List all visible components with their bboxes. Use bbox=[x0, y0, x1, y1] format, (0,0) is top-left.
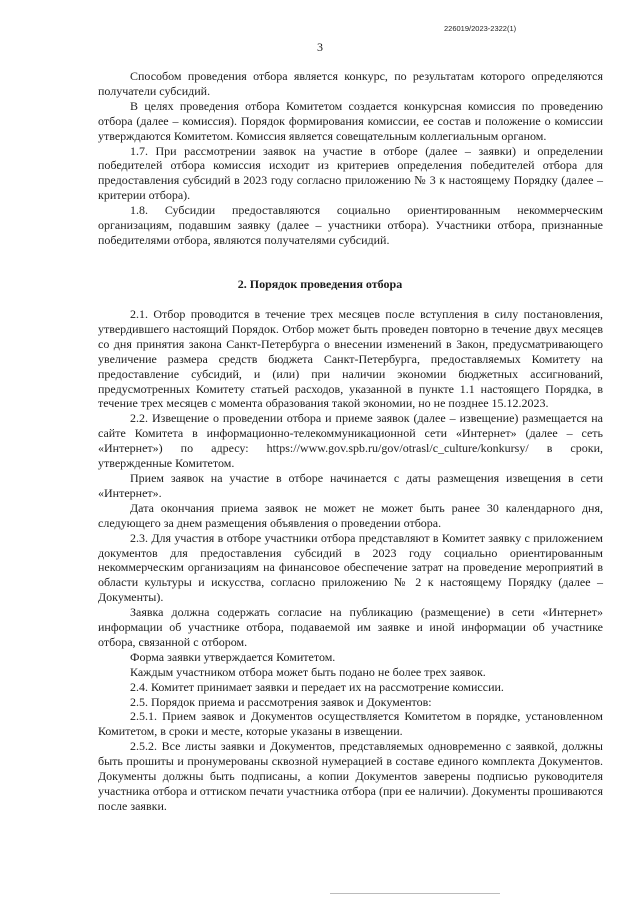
paragraph-2-1: 2.1. Отбор проводится в течение трех месяцев после вступления в силу постановления, утвердившего настоящий Порядок. Отбор может быть проведен повторно в течение двух месяцев со дня принятия закона Санкт-Петербурга о внесении изменений в Закон, предусматривающего увеличение размера средств бюджета Санкт-Петербурга, предоставляемых Комитету на предоставление субсидий, и (или) при наличии экономии бюджетных ассигнований, предусмотренных Комитету статьей расходов, указанной в пункте 1.1 настоящего Порядка, в течение трех месяцев с момента образования такой экономии, но не позднее 15.12.2023. bbox=[98, 307, 603, 411]
paragraph-1-7: 1.7. При рассмотрении заявок на участие в отборе (далее – заявки) и определении победителей отбора комиссия исходит из критериев определения победителей отбора для предоставления субсидий в 2023 году согласно приложению № 3 к настоящему Порядку (далее – критерии отбора). bbox=[98, 143, 603, 203]
footer-line bbox=[330, 893, 500, 894]
paragraph-2-5: 2.5. Порядок приема и рассмотрения заявок и Документов: bbox=[130, 694, 432, 709]
paragraph-2-2: 2.2. Извещение о проведении отбора и приеме заявок (далее – извещение) размещается на сайте Комитета в информационно-телекоммуникационной сети «Интернет» (далее – сеть «Интернет») по адресу: https://www.gov.spb.ru/gov/otrasl/c_culture/konkursy/ в сроки, утвержденные Комитетом. bbox=[98, 411, 603, 471]
paragraph-limit: Каждым участником отбора может быть подано не более трех заявок. bbox=[130, 664, 486, 679]
paragraph-2-3: 2.3. Для участия в отборе участники отбора представляют в Комитет заявку с приложением документов для предоставления субсидий в 2023 году социально ориентированным некоммерческим организациям на финансовое обеспечение затрат на проведение мероприятий в области культуры и искусства, согласно приложению № 2 к настоящему Порядку (далее – Документы). bbox=[98, 530, 603, 605]
paragraph-2-4: 2.4. Комитет принимает заявки и передает их на рассмотрение комиссии. bbox=[130, 679, 504, 694]
paragraph-1-8: 1.8. Субсидии предоставляются социально ориентированным некоммерческим организациям, подавшим заявку (далее – участники отбора). Участники отбора, признанные победителями отбора, являются получателями субсидий. bbox=[98, 203, 603, 247]
paragraph-application-start: Прием заявок на участие в отборе начинается с даты размещения извещения в сети «Интернет». bbox=[98, 470, 603, 500]
paragraph-commission: В целях проведения отбора Комитетом создается конкурсная комиссия по проведению отбора (далее – комиссия). Порядок формирования комиссии, ее состав и положение о комиссии утверждаются Комитетом. Комиссия является совещательным коллегиальным органом. bbox=[98, 98, 603, 143]
section-paragraphs bbox=[98, 307, 603, 814]
paragraph-application-end: Дата окончания приема заявок не может не может быть ранее 30 календарного дня, следующего за днем размещения объявления о проведении отбора. bbox=[98, 500, 603, 530]
paragraph-form: Форма заявки утверждается Комитетом. bbox=[130, 649, 336, 664]
paragraph-method: Способом проведения отбора является конкурс, по результатам которого определяются получатели субсидий. bbox=[98, 69, 603, 98]
paragraph-2-5-2: 2.5.2. Все листы заявки и Документов, представляемых одновременно с заявкой, должны быть прошиты и пронумерованы сквозной нумерацией в составе единого комплекта Документов. Документы должны быть подписаны, а копии Документов заверены подписью руководителя участника отбора и оттиском печати участника отбора (при ее наличии). Документы прошиваются после заявки. bbox=[98, 739, 603, 813]
paragraph-consent: Заявка должна содержать согласие на публикацию (размещение) в сети «Интернет» информации об участнике отбора, подаваемой им заявке и иной информации об участнике отбора, связанной с отбором. bbox=[98, 605, 603, 649]
page-number: 3 bbox=[317, 40, 323, 54]
paragraph-2-5-1: 2.5.1. Прием заявок и Документов осуществляется Комитетом в порядке, установленном Комитетом, в сроки и месте, которые указаны в извещении. bbox=[98, 709, 603, 739]
registration-number: 226019/2023-2322(1) bbox=[444, 24, 517, 33]
section-heading: 2. Порядок проведения отбора bbox=[237, 277, 403, 291]
top-paragraphs bbox=[98, 69, 603, 248]
